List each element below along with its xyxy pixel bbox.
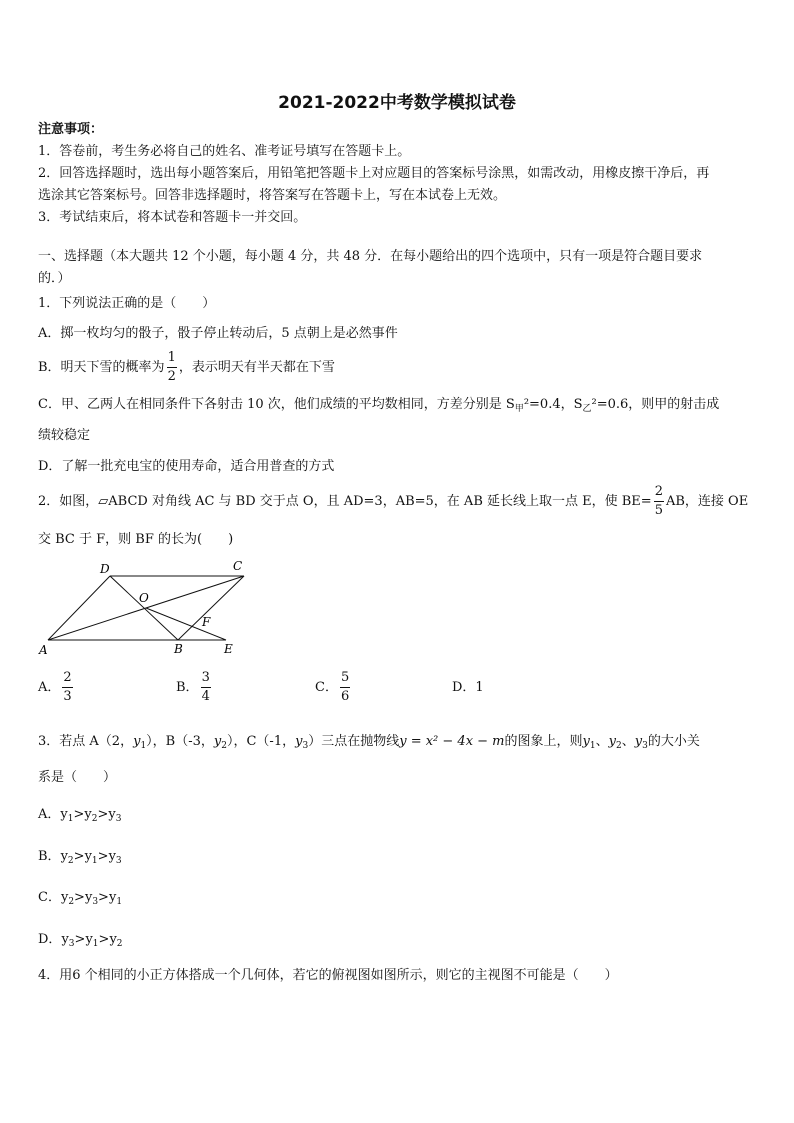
q2-option-d: D．1 [452,680,484,695]
fraction-one-half: $\frac{1}{2}$ [167,350,176,384]
q2-option-c: C． $\frac{5}{6}$ [315,670,350,704]
notice-item: 1．答卷前，考生务必将自己的姓名、准考证号填写在答题卡上。 [38,144,411,159]
q3-option-c: C．$y_2>y_3>y_1$ [38,890,123,907]
notice-heading: 注意事项： [38,122,104,137]
q1-option-b: B．明天下雪的概率为 $\frac{1}{2}$ ，表示明天有半天都在下雪 [38,350,335,384]
notice-item: 3．考试结束后，将本试卷和答题卡一并交回。 [38,210,307,225]
q1-option-c-cont: 绩较稳定 [38,428,91,443]
notice-item: 选涂其它答案标号。回答非选择题时，将答案写在答题卡上，写在本试卷上无效。 [38,188,507,203]
diagonal-bd [110,576,178,640]
q1-option-c: C．甲、乙两人在相同条件下各射击 10 次，他们成绩的平均数相同，方差分别是 $S_甲^2=0.4$，$S_乙^2=0.6$，则甲的射击成 [38,397,720,414]
q3-option-a: A．$y_1>y_2>y_3$ [38,807,122,824]
segment-oe [146,608,226,640]
section-heading: 一、选择题（本大题共 12 个小题，每小题 4 分，共 48 分．在每小题给出的四个选项中，只有一项是符合题目要求 [38,249,703,264]
label-a: A [39,643,48,657]
q3-option-d: D．$y_3>y_1>y_2$ [38,932,123,949]
q3-option-b: B．$y_2>y_1>y_3$ [38,849,122,866]
label-e: E [224,642,233,656]
label-f: F [202,615,211,629]
fraction-two-fifths: $\frac{2}{5}$ [654,484,663,518]
q1-option-d: D．了解一批充电宝的使用寿命，适合用普查的方式 [38,459,335,474]
q2-option-a: A． $\frac{2}{3}$ [38,670,72,704]
q3-stem-cont: 系是（ ） [38,770,117,785]
label-c: C [233,559,243,573]
label-b: B [174,642,183,656]
q2-option-b: B． $\frac{3}{4}$ [176,670,210,704]
q4-stem: 4．用6 个相同的小正方体搭成一个几何体，若它的俯视图如图所示，则它的主视图不可能是（ ） [38,968,618,983]
q2-stem: 2．如图，▱ABCD 对角线 AC 与 BD 交于点 O，且 AD=3，AB=5，在 AB 延长线上取一点 E，使 BE= $\frac{2}{5}$ AB，连接 OE [38,484,749,518]
notice-item: 2．回答选择题时，选出每小题答案后，用铅笔把答题卡上对应题目的答案标号涂黑，如需改动，用橡皮擦干净后，再 [38,166,710,181]
q2-stem-cont: 交 BC 于 F，则 BF 的长为( ) [38,532,234,547]
segment-cb [178,576,244,640]
q1-option-a: A．掷一枚均匀的骰子，骰子停止转动后，5 点朝上是必然事件 [38,326,398,341]
parallelogram-figure [30,556,260,660]
label-o: O [139,591,149,605]
label-d: D [100,562,110,576]
exam-title: 2021-2022中考数学模拟试卷 [278,93,516,113]
parabola-equation: y = x² − 4x − m [399,734,505,749]
q3-stem: 3．若点 A（2，$y_1$），B（-3，$y_2$），C（-1，$y_3$）三点在抛物线y = x² − 4x − m的图象上，则$y_1$、$y_2$、$y_3$的大小关 [38,734,700,751]
q1-stem: 1．下列说法正确的是（ ） [38,296,216,311]
section-heading-cont: 的．） [38,271,71,286]
